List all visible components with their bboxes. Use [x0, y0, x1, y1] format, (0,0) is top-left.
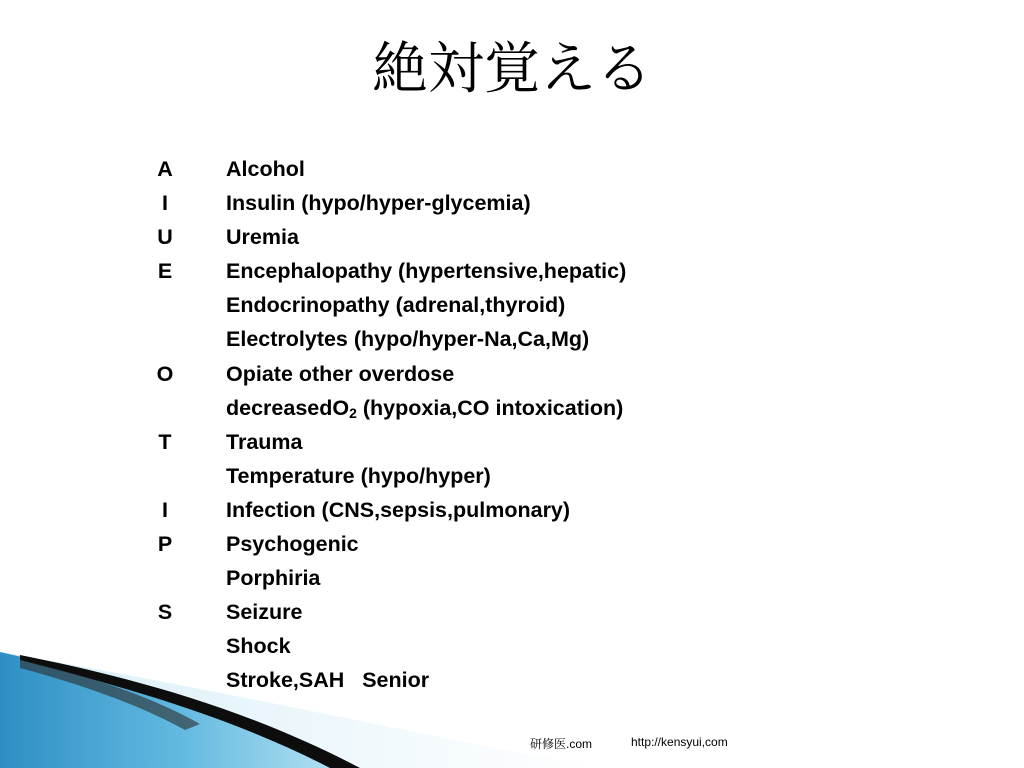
- mnemonic-letter: P: [157, 532, 173, 557]
- cause-text: Psychogenic: [226, 532, 359, 557]
- cause-text: Temperature (hypo/hyper): [226, 463, 491, 488]
- mnemonic-letter: I: [162, 191, 168, 216]
- mnemonic-letter: E: [157, 259, 173, 284]
- mnemonic-letter: A: [157, 157, 173, 181]
- mnemonic-letter: O: [156, 361, 174, 386]
- cause-text: Stroke,SAH Senior: [226, 668, 430, 693]
- cause-text: Insulin (hypo/hyper-glycemia): [226, 191, 531, 216]
- cause-text-after: (hypoxia,CO intoxication): [356, 395, 624, 420]
- cause-text: Electrolytes (hypo/hyper-Na,Ca,Mg): [226, 327, 590, 352]
- subscript-two: 2: [349, 404, 357, 421]
- cause-text: Alcohol: [226, 157, 305, 181]
- cause-text: Endocrinopathy (adrenal,thyroid): [226, 293, 566, 318]
- cause-text: Trauma: [226, 429, 303, 454]
- cause-text: Seizure: [226, 600, 303, 625]
- cause-text-before: decreasedO: [226, 395, 350, 420]
- footer-url: http://kensyui,com: [631, 735, 728, 749]
- cause-text: Porphiria: [226, 566, 321, 591]
- cause-text: Opiate other overdose: [226, 361, 455, 386]
- cause-text: Infection (CNS,sepsis,pulmonary): [226, 497, 571, 522]
- cause-text: Encephalopathy (hypertensive,hepatic): [226, 259, 627, 284]
- mnemonic-letter: I: [162, 497, 168, 522]
- slide-title: 絶対覚える: [372, 37, 652, 102]
- mnemonic-letter: S: [157, 600, 173, 625]
- mnemonic-letter: T: [158, 429, 172, 454]
- cause-text: [226, 391, 623, 425]
- cause-text: Shock: [226, 634, 291, 659]
- cause-text: Uremia: [226, 225, 299, 250]
- footer-site-name: 研修医.com: [530, 737, 593, 751]
- mnemonic-letter: U: [157, 225, 173, 250]
